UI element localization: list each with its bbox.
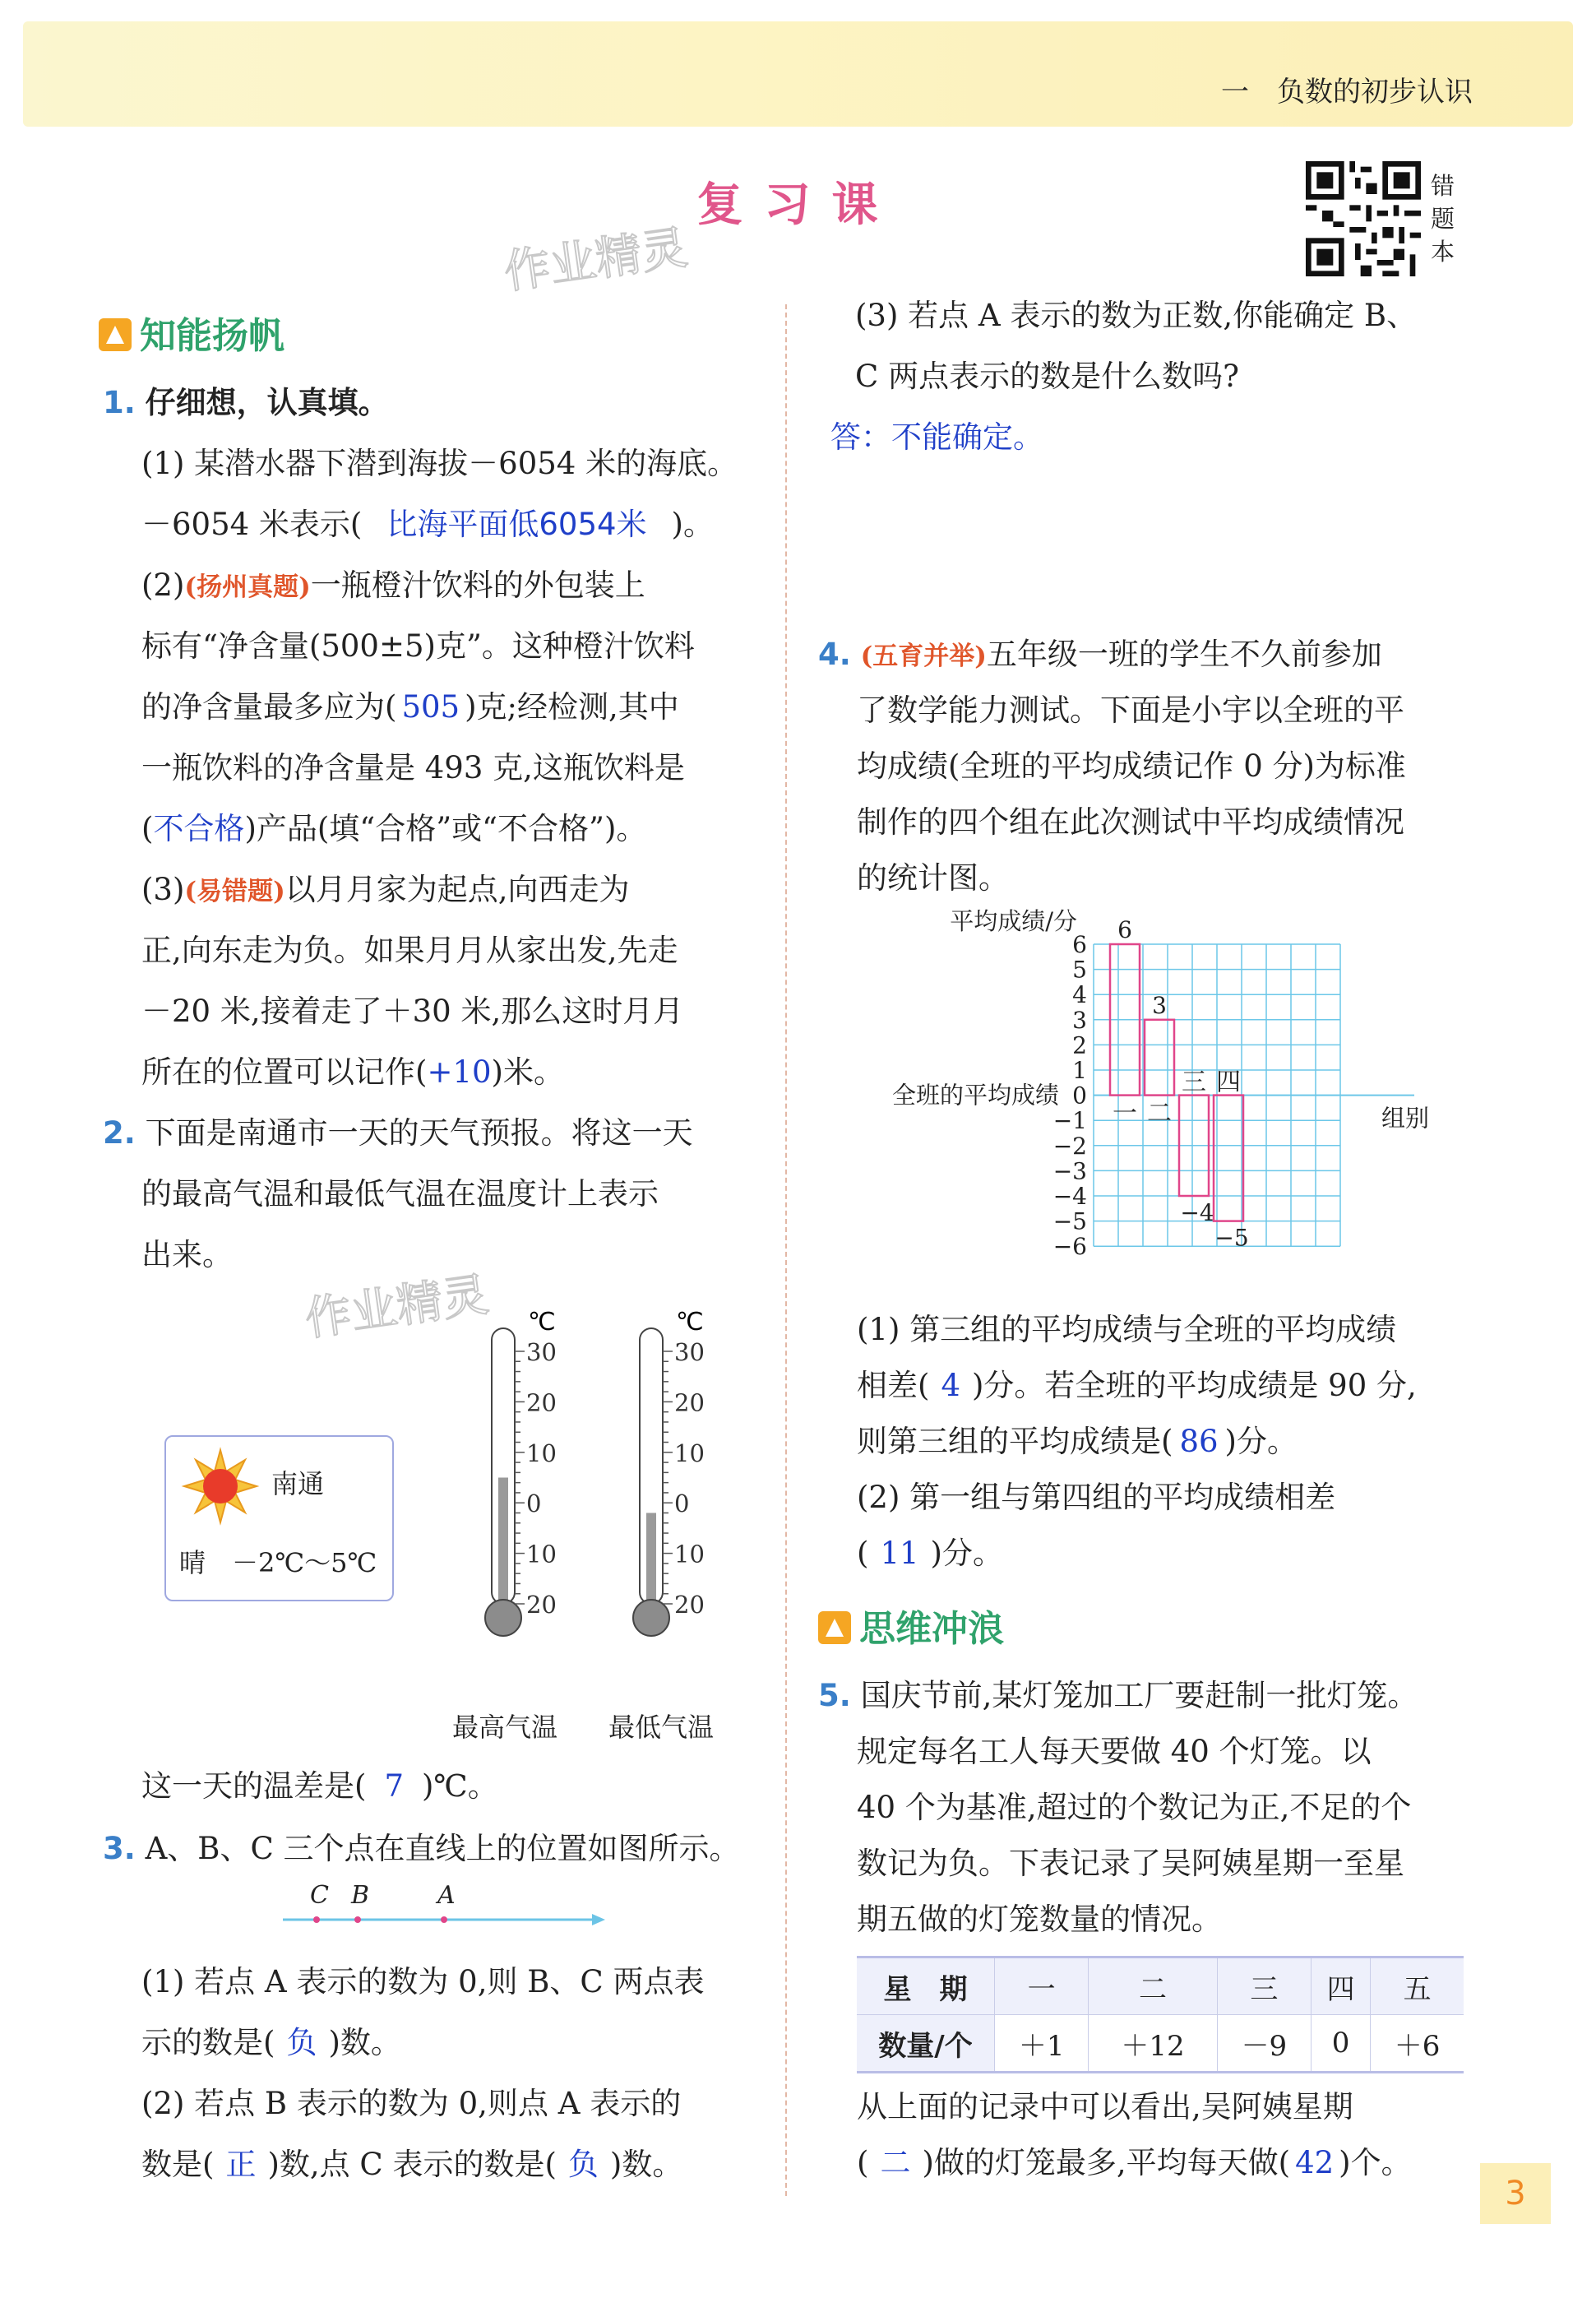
- text: (2): [141, 568, 185, 603]
- text: －6054 米表示(: [141, 507, 363, 542]
- q1-line: [141, 859, 630, 922]
- text: (: [857, 2145, 869, 2180]
- q4-line: [857, 1523, 1003, 1584]
- q2-line: [103, 1103, 693, 1164]
- tick-label: 10: [526, 1540, 557, 1568]
- point-label: B: [351, 1883, 370, 1910]
- section-title: 思维冲浪: [859, 1608, 1004, 1650]
- answer-blank[interactable]: 11: [880, 1536, 919, 1571]
- section-title: 知能扬帆: [140, 315, 285, 357]
- q2-text: 出来。: [141, 1237, 233, 1272]
- text: )产品(填“合格”或“不合格”)。: [244, 811, 647, 846]
- q3-text: (2) 若点 B 表示的数为 0,则点 A 表示的: [141, 2086, 682, 2121]
- answer-blank[interactable]: 505: [401, 689, 460, 725]
- unit-label: ℃: [528, 1308, 556, 1337]
- table-cell: 二: [1089, 1958, 1217, 2015]
- data-label: −4: [1180, 1199, 1214, 1226]
- q1-line: [141, 677, 679, 738]
- watermark: 作业精灵: [302, 1267, 493, 1347]
- answer-blank[interactable]: 7: [384, 1768, 404, 1804]
- data-label: 3: [1152, 991, 1167, 1019]
- q3-text: (1) 若点 A 表示的数为 0,则 B、C 两点表: [141, 1964, 705, 1999]
- bulb-low: [633, 1600, 669, 1636]
- text: )克;经检测,其中: [465, 689, 679, 725]
- data-table: [857, 1958, 1464, 2071]
- point-label: C: [310, 1883, 329, 1910]
- table-cell: 三: [1217, 1958, 1311, 2015]
- q3-line: [141, 2134, 682, 2195]
- q3-text: (3) 若点 A 表示的数为正数,你能确定 B、: [855, 298, 1418, 333]
- bar-chart: [855, 905, 1464, 1300]
- y-tick-label: 1: [1072, 1057, 1087, 1084]
- thermometer-low-label: 最低气温: [608, 1712, 715, 1743]
- text: )。: [671, 507, 714, 542]
- tick-label: 10: [526, 1439, 557, 1467]
- bar-4: [1214, 1096, 1243, 1221]
- q1-text: 标有“净含量(500±5)克”。这种橙汁饮料: [141, 628, 695, 664]
- y-axis-label: 平均成绩/分: [950, 907, 1077, 935]
- question-tag: (扬州真题): [184, 572, 311, 602]
- y-tick-label: 4: [1072, 981, 1087, 1009]
- section-header-siwei: [818, 1599, 1004, 1652]
- bulb-high: [485, 1600, 521, 1636]
- y-tick-label: 3: [1072, 1006, 1087, 1034]
- tick-label: 0: [674, 1490, 690, 1518]
- text: 示的数是(: [141, 2025, 275, 2060]
- qr-label: 错题本: [1431, 172, 1455, 266]
- q4-text: 了数学能力测试。下面是小宇以全班的平: [857, 693, 1404, 728]
- thermometers: [444, 1295, 740, 1743]
- tick-label: 30: [526, 1338, 557, 1366]
- text: 数是(: [141, 2147, 215, 2182]
- tick-label: 20: [526, 1388, 557, 1417]
- q2-answer-line: [141, 1756, 498, 1817]
- q1-text: 一瓶饮料的净含量是 493 克,这瓶饮料是: [141, 750, 685, 785]
- q5-text: 数记为负。下表记录了吴阿姨星期一至星: [857, 1846, 1404, 1881]
- tick-label: 0: [526, 1490, 542, 1518]
- unit-label: ℃: [676, 1308, 704, 1337]
- text: 五年级一班的学生不久前参加: [986, 637, 1382, 672]
- table-row: [857, 1958, 1464, 2015]
- text: )数,点 C 表示的数是(: [267, 2147, 557, 2182]
- q1-heading: [103, 373, 389, 433]
- category-label: 三: [1182, 1068, 1206, 1097]
- table-cell: ＋12: [1089, 2015, 1217, 2072]
- y-tick-label: −3: [1052, 1157, 1087, 1185]
- q4-text: (2) 第一组与第四组的平均成绩相差: [857, 1480, 1336, 1515]
- table-cell: 0: [1311, 2015, 1371, 2072]
- text: 则第三组的平均成绩是(: [857, 1424, 1173, 1459]
- text: )分。若全班的平均成绩是 90 分,: [971, 1368, 1417, 1403]
- q3-line: [141, 2013, 401, 2073]
- text: )数。: [328, 2025, 401, 2060]
- text: A、B、C 三个点在直线上的位置如图所示。: [145, 1831, 740, 1866]
- question-number: 1.: [103, 385, 136, 420]
- weather-card: [164, 1435, 394, 1601]
- y-tick-label: 2: [1072, 1031, 1087, 1059]
- baseline-label: 全班的平均成绩: [891, 1081, 1059, 1110]
- page-title: 复习课: [696, 178, 900, 232]
- text: )做的灯笼最多,平均每天做(: [922, 2145, 1291, 2180]
- arrow-icon: [592, 1914, 605, 1925]
- q4-line: [818, 624, 1382, 687]
- weather-desc: 晴 －2℃～5℃: [179, 1547, 377, 1578]
- table-cell: ＋6: [1394, 2029, 1441, 2063]
- data-label: 6: [1117, 916, 1132, 943]
- text: 下面是南通市一天的天气预报。将这一天: [145, 1115, 693, 1151]
- q3-text: C 两点表示的数是什么数吗?: [855, 359, 1239, 394]
- answer-blank[interactable]: 42: [1295, 2145, 1335, 2180]
- table-cell: ＋1: [995, 2015, 1089, 2072]
- question-number: 5.: [818, 1678, 851, 1713]
- thermometer-high-label: 最高气温: [452, 1712, 558, 1743]
- bar-2: [1145, 1020, 1174, 1096]
- chapter-title: 一 负数的初步认识: [1221, 76, 1473, 109]
- y-tick-label: −2: [1052, 1132, 1087, 1160]
- q5-text: 期五做的灯笼数量的情况。: [857, 1902, 1222, 1937]
- table-header-cell: 数量/个: [857, 2015, 995, 2072]
- category-label: 一: [1113, 1099, 1137, 1128]
- answer-blank[interactable]: 正: [225, 2147, 257, 2182]
- q5-text: 从上面的记录中可以看出,吴阿姨星期: [857, 2089, 1353, 2124]
- text: )℃。: [421, 1768, 498, 1804]
- text: (3): [141, 872, 185, 907]
- tick-label: 30: [674, 1338, 705, 1366]
- q4-line: [857, 1411, 1298, 1472]
- text: )个。: [1339, 2145, 1412, 2180]
- answer-blank[interactable]: 4: [941, 1368, 960, 1403]
- data-label: −5: [1214, 1224, 1249, 1252]
- question-tag: (五育并举): [860, 642, 987, 671]
- point-A: [441, 1916, 447, 1923]
- q5-text: 40 个为基准,超过的个数记为正,不足的个: [857, 1790, 1412, 1825]
- q1-line: [141, 494, 714, 555]
- category-label: 四: [1216, 1068, 1241, 1097]
- q3-answer[interactable]: 答：不能确定。: [830, 419, 1043, 455]
- column-divider: [785, 304, 787, 2196]
- q5-line: [857, 2133, 1412, 2194]
- table-row: [857, 2015, 1464, 2072]
- text: (: [857, 1536, 869, 1571]
- answer-blank[interactable]: 负: [567, 2147, 599, 2182]
- question-number: 3.: [103, 1831, 136, 1866]
- text: 一瓶橙汁饮料的外包装上: [310, 568, 645, 603]
- question-title: 仔细想，认真填。: [145, 385, 389, 420]
- page-number: 3: [1480, 2163, 1551, 2224]
- text: (: [141, 811, 154, 846]
- text: 这一天的温差是(: [141, 1768, 367, 1804]
- y-tick-label: −1: [1052, 1107, 1087, 1135]
- point-label: A: [437, 1883, 456, 1910]
- text: )分。: [1224, 1424, 1298, 1459]
- watermark: 作业精灵: [501, 220, 692, 300]
- q1-text: 正,向东走为负。如果月月从家出发,先走: [141, 933, 678, 968]
- y-tick-label: 5: [1072, 956, 1087, 984]
- number-line-figure: [280, 1883, 608, 1936]
- point-C: [313, 1916, 320, 1923]
- y-tick-label: −5: [1052, 1207, 1087, 1235]
- point-B: [354, 1916, 361, 1923]
- y-tick-label: −6: [1052, 1233, 1087, 1261]
- sail-icon: [99, 318, 132, 351]
- tick-label: 10: [674, 1540, 705, 1568]
- q1-line: [141, 555, 645, 618]
- q1-line: [141, 799, 646, 859]
- text: 相差(: [857, 1368, 930, 1403]
- question-number: 2.: [103, 1115, 136, 1151]
- lantern-table: [857, 1956, 1464, 2073]
- text: 所在的位置可以记作(: [141, 1054, 428, 1090]
- section-header-zhineng: [99, 306, 285, 359]
- q1-line: [141, 1042, 564, 1103]
- question-tag: (易错题): [184, 877, 285, 906]
- text: )数。: [609, 2147, 683, 2182]
- q3-line: [103, 1818, 740, 1879]
- ticks-low: [663, 1338, 705, 1619]
- category-label: 二: [1147, 1099, 1172, 1128]
- q2-text: 的最高气温和最低气温在温度计上表示: [141, 1176, 659, 1212]
- text: 的净含量最多应为(: [141, 689, 397, 725]
- x-axis-label: 组别: [1381, 1104, 1430, 1133]
- table-cell: －9: [1217, 2015, 1311, 2072]
- tick-label: 20: [674, 1388, 705, 1417]
- thermometer-figure: [444, 1295, 740, 1674]
- answer-blank[interactable]: +10: [427, 1054, 492, 1090]
- wave-icon: [818, 1611, 851, 1644]
- mercury-high: [498, 1478, 508, 1621]
- answer-blank[interactable]: 不合格: [153, 811, 245, 846]
- q1-text: －20 米,接着走了＋30 米,那么这时月月: [141, 994, 684, 1029]
- y-tick-label: 0: [1072, 1082, 1087, 1110]
- q4-text: 的统计图。: [857, 860, 1009, 896]
- sun-icon: [181, 1447, 260, 1526]
- q4-text: (1) 第三组的平均成绩与全班的平均成绩: [857, 1312, 1397, 1347]
- answer-blank[interactable]: 86: [1179, 1424, 1219, 1459]
- table-cell: 五: [1403, 1972, 1432, 2006]
- q1-text: (1) 某潜水器下潜到海拔－6054 米的海底。: [141, 446, 738, 481]
- answer-blank[interactable]: 二: [880, 2145, 911, 2180]
- answer-blank[interactable]: 负: [286, 2025, 317, 2060]
- table-cell: 四: [1311, 1958, 1371, 2015]
- text: 以月月家为起点,向西走为: [285, 872, 630, 907]
- y-tick-label: −4: [1052, 1183, 1087, 1210]
- tick-label: 20: [526, 1591, 557, 1619]
- text: )分。: [930, 1536, 1003, 1571]
- answer-blank[interactable]: 比海平面低6054米: [386, 507, 647, 542]
- table-header-cell: 星 期: [857, 1958, 995, 2015]
- tick-label: 10: [674, 1439, 705, 1467]
- question-number: 4.: [818, 637, 851, 672]
- q4-text: 制作的四个组在此次测试中平均成绩情况: [857, 804, 1404, 840]
- q5-line: [818, 1666, 1418, 1726]
- ticks-high: [515, 1338, 557, 1619]
- q5-text: 规定每名工人每天要做 40 个灯笼。以: [857, 1734, 1372, 1769]
- text: 国庆节前,某灯笼加工厂要赶制一批灯笼。: [860, 1678, 1418, 1713]
- table-cell: 一: [995, 1958, 1089, 2015]
- q4-line: [857, 1355, 1417, 1416]
- q4-text: 均成绩(全班的平均成绩记作 0 分)为标准: [857, 748, 1406, 784]
- tick-label: 20: [674, 1591, 705, 1619]
- qr-code-icon[interactable]: [1306, 161, 1421, 276]
- text: )米。: [491, 1054, 564, 1090]
- y-tick-label: 6: [1072, 931, 1087, 958]
- weather-city: 南通: [271, 1468, 325, 1499]
